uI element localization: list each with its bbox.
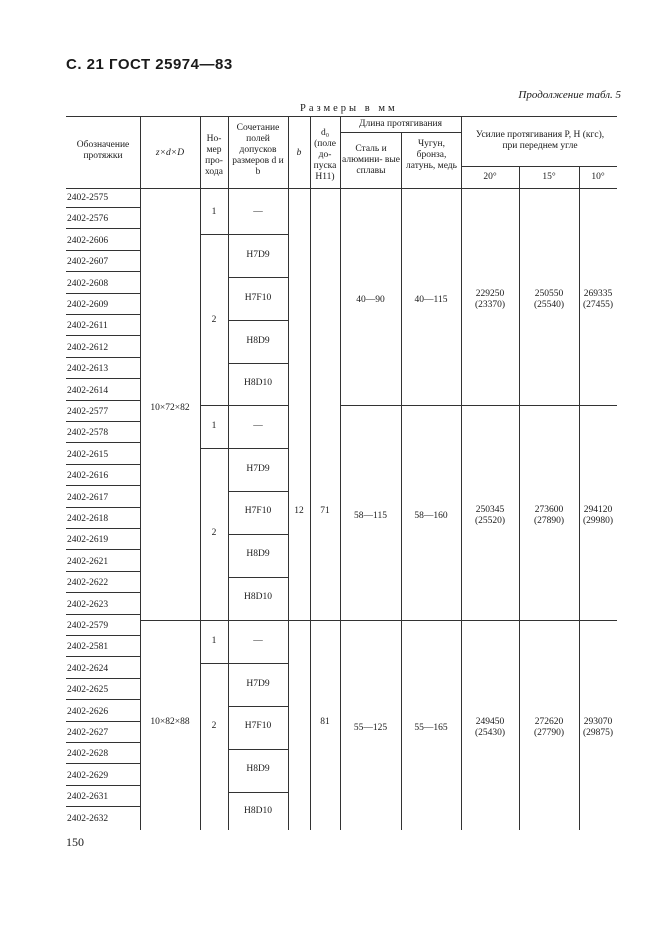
force-20-kgf: (25520): [474, 516, 506, 526]
designation-rule: [66, 400, 140, 401]
designation-rule: [66, 656, 140, 657]
designation-cell: 2402-2613: [67, 364, 109, 375]
designation-rule: [66, 421, 140, 422]
designation-rule: [66, 485, 140, 486]
designation-rule: [66, 528, 140, 529]
tolerance-cell: H8D9: [246, 549, 270, 559]
length-steel: 58—115: [354, 511, 387, 521]
designation-rule: [66, 271, 140, 272]
col-header-force: Усилие протягивания P, Н (кгс), при переднем угле: [475, 130, 605, 151]
designation-cell: 2402-2626: [67, 706, 109, 717]
col-header-10: 10°: [591, 172, 605, 182]
force-10-kgf: (29875): [582, 728, 614, 738]
designation-rule: [66, 357, 140, 358]
tolerance-cell: H8D10: [244, 806, 272, 816]
force-15: 250550: [534, 289, 564, 299]
designation-rule: [66, 335, 140, 336]
tolerance-cell: H7F10: [244, 721, 272, 731]
pass-rule: [200, 405, 288, 406]
designation-cell: 2402-2629: [67, 770, 109, 781]
tol-rule: [228, 749, 288, 750]
designation-cell: 2402-2617: [67, 492, 109, 503]
designation-cell: 2402-2624: [67, 663, 109, 674]
designation-cell: 2402-2632: [67, 813, 109, 824]
force-10: 294120: [583, 505, 613, 515]
col-header-20: 20°: [483, 172, 497, 182]
zdD-cell: 10×72×82: [150, 403, 190, 413]
pass-rule: [200, 448, 288, 449]
designation-cell: 2402-2628: [67, 749, 109, 760]
designation-cell: 2402-2612: [67, 342, 109, 353]
force-10: 293070: [583, 717, 613, 727]
force-10-kgf: (29980): [582, 516, 614, 526]
pass-number: 1: [211, 207, 217, 217]
dimensions-note: Размеры в мм: [300, 103, 398, 114]
page-number: 150: [66, 835, 84, 849]
designation-cell: 2402-2631: [67, 792, 109, 803]
designation-cell: 2402-2609: [67, 300, 109, 310]
designation-cell: 2402-2618: [67, 514, 109, 524]
col-header-d0: d₀ (поле до- пуска H11): [313, 128, 337, 182]
designation-rule: [66, 549, 140, 550]
designation-rule: [66, 378, 140, 379]
designation-rule: [66, 614, 140, 615]
force-20: 249450: [475, 717, 505, 727]
force-group-rule: [461, 166, 617, 167]
tol-rule: [228, 491, 288, 492]
pass-number: 2: [211, 721, 217, 731]
tol-rule: [228, 534, 288, 535]
tolerance-cell: H7D9: [246, 679, 270, 689]
col-header-b: b: [296, 148, 302, 158]
tol-rule: [228, 792, 288, 793]
length-steel: 40—90: [356, 295, 385, 305]
tolerance-cell: H7D9: [246, 464, 270, 474]
designation-rule: [66, 571, 140, 572]
designation-rule: [66, 228, 140, 229]
designation-rule: [66, 207, 140, 208]
tolerance-cell: H7D9: [246, 250, 270, 260]
designation-cell: 2402-2579: [67, 621, 109, 631]
group2-rule: [140, 620, 617, 621]
pass-number: 2: [211, 528, 217, 538]
designation-cell: 2402-2607: [67, 257, 109, 268]
force-20-kgf: (23370): [474, 300, 506, 310]
force-10-kgf: (27455): [582, 300, 614, 310]
force-10: 269335: [583, 289, 613, 299]
col-header-tolerance: Сочетание полей допусков размеров d и b: [232, 123, 284, 177]
designation-cell: 2402-2576: [67, 214, 109, 225]
col-header-zdD: z×d×D: [155, 148, 185, 158]
designation-cell: 2402-2611: [67, 321, 108, 332]
col-header-15: 15°: [542, 172, 556, 182]
designation-rule: [66, 635, 140, 636]
force-15: 272620: [534, 717, 564, 727]
designation-cell: 2402-2575: [67, 193, 109, 203]
designation-rule: [66, 742, 140, 743]
pass-rule: [200, 234, 288, 235]
pass-rule: [200, 663, 288, 664]
standard-header: С. 21 ГОСТ 25974—83: [66, 56, 233, 73]
length-iron: 58—160: [414, 511, 448, 521]
tol-rule: [228, 577, 288, 578]
designation-rule: [66, 678, 140, 679]
length-steel: 55—125: [353, 723, 388, 733]
tolerance-cell: H8D9: [246, 336, 270, 346]
header-bottom-rule: [66, 188, 617, 189]
col-header-length: Длина протягивания: [359, 119, 442, 129]
col-header-designation: Обозначение протяжки: [76, 140, 130, 161]
force-15-kgf: (27890): [533, 516, 565, 526]
designation-rule: [66, 442, 140, 443]
designation-cell: 2402-2616: [67, 471, 109, 482]
continuation-note: Продолжение табл. 5: [518, 89, 621, 101]
col-header-iron: Чугун, бронза, латунь, медь: [406, 139, 457, 171]
designation-cell: 2402-2577: [67, 407, 109, 417]
tol-rule: [228, 320, 288, 321]
d0-cell: 81: [320, 717, 330, 727]
designation-cell: 2402-2621: [67, 556, 109, 567]
force-20: 229250: [475, 289, 505, 299]
designation-rule: [66, 763, 140, 764]
designation-rule: [66, 507, 140, 508]
designation-cell: 2402-2625: [67, 685, 109, 696]
designation-cell: 2402-2581: [67, 642, 109, 653]
tolerance-cell: —: [253, 207, 263, 217]
designation-rule: [66, 314, 140, 315]
designation-cell: 2402-2622: [67, 578, 109, 589]
designation-rule: [66, 806, 140, 807]
designation-cell: 2402-2615: [67, 449, 109, 460]
designation-rule: [66, 721, 140, 722]
designation-rule: [66, 293, 140, 294]
pass-number: 1: [211, 421, 217, 431]
designation-rule: [66, 592, 140, 593]
designation-cell: 2402-2614: [67, 385, 109, 396]
force-15: 273600: [534, 505, 564, 515]
designation-cell: 2402-2606: [67, 235, 109, 246]
designation-cell: 2402-2627: [67, 728, 109, 738]
designation-cell: 2402-2619: [67, 535, 109, 546]
b-cell: 12: [294, 506, 304, 516]
pass-number: 2: [211, 315, 217, 325]
tolerance-cell: H7F10: [244, 506, 272, 516]
force-15-kgf: (25540): [533, 300, 565, 310]
designation-cell: 2402-2578: [67, 428, 109, 439]
tolerance-cell: —: [253, 636, 263, 646]
force-20: 250345: [475, 505, 505, 515]
designation-rule: [66, 785, 140, 786]
force-15-kgf: (27790): [533, 728, 565, 738]
designation-rule: [66, 464, 140, 465]
group1-rule: [340, 405, 617, 406]
tolerance-cell: H8D9: [246, 764, 270, 774]
tolerance-cell: H8D10: [244, 378, 272, 388]
designation-rule: [66, 250, 140, 251]
col-header-steel: Сталь и алюмини- вые сплавы: [342, 144, 400, 176]
designation-cell: 2402-2623: [67, 599, 109, 610]
d0-cell: 71: [320, 506, 330, 516]
length-iron: 55—165: [414, 723, 448, 733]
designation-rule: [66, 699, 140, 700]
col-rule: [288, 116, 289, 830]
length-iron: 40—115: [414, 295, 448, 305]
tol-rule: [228, 706, 288, 707]
tolerance-cell: H7F10: [244, 293, 272, 303]
tol-rule: [228, 363, 288, 364]
designation-cell: 2402-2608: [67, 278, 109, 289]
pass-number: 1: [211, 636, 217, 646]
force-20-kgf: (25430): [474, 728, 506, 738]
tolerance-cell: —: [253, 421, 263, 431]
table-top-rule: [66, 116, 617, 117]
tol-rule: [228, 277, 288, 278]
tolerance-cell: H8D10: [244, 592, 272, 602]
zdD-cell: 10×82×88: [150, 717, 190, 727]
col-header-pass: Но- мер про- хода: [205, 134, 223, 177]
